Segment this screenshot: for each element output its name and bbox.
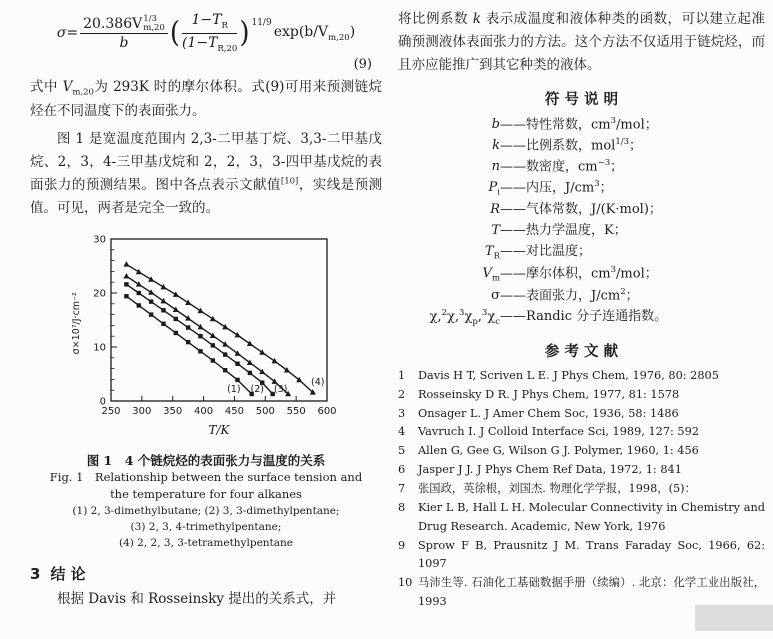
- scan-artifact: [695, 605, 773, 631]
- svg-text:(4): (4): [311, 376, 325, 388]
- symbol-row: $V_m$ ——摩尔体积，$cm^3$/mol；: [482, 265, 658, 284]
- figure-legend-line2: (3) 2, 3, 4-trimethylpentane;: [130, 520, 282, 533]
- left-paren: (: [169, 16, 180, 50]
- equation-number: (9): [353, 57, 372, 73]
- equation-fraction-2: $\frac{1-T_R}{(1-T_{R,20}}$: [181, 12, 238, 54]
- symbol-row: $\chi,^2\chi,^3\chi_p,^3\chi_c$ ——Randic 分子连通指数。: [429, 308, 668, 328]
- reference-row: 8 Kier L B, Hall L H. Molecular Connectivity in Chemistry and Drug Research. Academic, New York, 1976: [398, 500, 765, 533]
- paragraph-equation-note: 式中 $V_{m,20}$为 293K 时的摩尔体积。式(9)可用来预测链烷烃在不同温度下的表面张力。: [30, 79, 383, 120]
- figure-legend-line3: (4) 2, 2, 3, 3-tetramethylpentane: [118, 536, 294, 549]
- equation-9: [30, 12, 382, 72]
- symbol-row: $P_i$ ——内压，$J/cm^3$；: [488, 179, 613, 198]
- svg-text:(3): (3): [273, 383, 288, 395]
- figure-caption-en-line2: the temperature for four alkanes: [110, 487, 302, 502]
- symbol-row: $T_R$ ——对比温度；: [484, 243, 592, 262]
- symbols-list: [398, 115, 765, 330]
- equation-exp-term: $\exp(b/V_{m,20})$: [273, 23, 356, 43]
- svg-text:10: 10: [93, 342, 106, 354]
- left-column: [30, 6, 382, 639]
- svg-text:250: 250: [101, 405, 121, 417]
- reference-row: 5 Allen G, Gee G, Wilson G J. Polymer, 1960, 1: 456: [398, 444, 699, 458]
- equation-exponent: 11/9: [251, 18, 272, 29]
- figure-1: [30, 229, 382, 552]
- chart-svg: [67, 229, 345, 445]
- right-column: [398, 6, 765, 639]
- svg-text:T/K: T/K: [208, 422, 230, 437]
- figure1-chart: [67, 229, 345, 449]
- conclusion-paragraph: 根据 Davis 和 Rosseinsky 提出的关系式，并: [57, 591, 337, 608]
- reference-row: 6 Jasper J J. J Phys Chem Ref Data, 1972, 1: 841: [398, 463, 682, 477]
- svg-text:450: 450: [224, 405, 244, 417]
- figure1-caption: [30, 451, 382, 552]
- svg-text:0: 0: [99, 396, 106, 408]
- symbol-row: T ——热力学温度，K；: [491, 223, 627, 239]
- svg-text:500: 500: [255, 405, 275, 417]
- svg-text:400: 400: [194, 405, 214, 417]
- symbol-row: R ——气体常数，J/(K·mol)；: [490, 202, 662, 218]
- equation-body: [57, 12, 355, 54]
- svg-text:30: 30: [93, 234, 106, 246]
- svg-text:(2): (2): [250, 383, 264, 395]
- svg-text:350: 350: [163, 405, 183, 417]
- reference-row: 10 马沛生等. 石油化工基础数据手册（续编）. 北京：化学工业出版社，1993: [398, 576, 765, 609]
- reference-row: 9 Sprow F B, Prausnitz J M. Trans Faraday Soc, 1966, 62: 1097: [398, 538, 765, 571]
- figure-caption-cn: 图 1 4 个链烷烃的表面张力与温度的关系: [86, 452, 326, 468]
- equation-lhs: σ=: [56, 25, 79, 42]
- equation-fraction-1: 20.386V 1/3 m,20 b: [80, 15, 168, 52]
- references-list: [398, 367, 765, 612]
- svg-text:550: 550: [286, 405, 306, 417]
- section-3-heading: 3 结 论: [30, 565, 86, 584]
- reference-row: 2 Rosseinsky D R. J Phys Chem, 1977, 81: 1578: [398, 387, 680, 401]
- figure-legend-line1: (1) 2, 3-dimethylbutane; (2) 3, 3-dimethylpentane;: [72, 505, 340, 518]
- svg-text:600: 600: [317, 405, 337, 417]
- reference-row: 4 Vavruch I. J Colloid Interface Sci, 1989, 127: 592: [398, 425, 699, 439]
- svg-text:300: 300: [132, 405, 152, 417]
- figure-caption-en-line1: Fig. 1 Relationship between the surface tension and: [49, 469, 363, 484]
- reference-row: 1 Davis H T, Scriven L E. J Phys Chem, 1976, 80: 2805: [398, 368, 719, 382]
- symbol-row: σ ——表面张力，$J/cm^2$；: [491, 287, 639, 304]
- symbol-row: b ——特性常数，$cm^3$/mol；: [491, 115, 658, 132]
- paragraph-method: 将比例系数 k 表示成温度和液体种类的函数，可以建立起准确预测液体表面张力的方法。这个方法不仅适用于链烷烃，而且亦应能推广到其它种类的液体。: [398, 11, 765, 74]
- references-heading: 参 考 文 献: [544, 343, 619, 360]
- symbol-row: k ——比例系数，mol$^{1/3}$；: [492, 136, 643, 154]
- reference-row: 7 张国政，英徐根，刘国杰. 物理化学学报，1998，(5)：: [398, 481, 696, 495]
- svg-text:(1): (1): [227, 383, 241, 395]
- symbol-row: n ——数密度，$cm^{-3}$；: [491, 157, 624, 175]
- svg-text:20: 20: [93, 288, 106, 300]
- svg-text:σ×10⁷/J·cm⁻²: σ×10⁷/J·cm⁻²: [71, 291, 82, 354]
- paragraph-figure-intro: 图 1 是宽温度范围内 2,3-二甲基丁烷、3,3-二甲基戊烷、2，3，4-三甲基戊烷和 2，2，3，3-四甲基戊烷的表面张力的预测结果。图中各点表示文献值[10]，实线是预测值。可见，两者是完全一致的。: [30, 130, 383, 217]
- symbols-heading: 符 号 说 明: [544, 91, 619, 108]
- reference-row: 3 Onsager L. J Amer Chem Soc, 1936, 58: 1486: [398, 406, 679, 420]
- right-paren: ): [239, 16, 250, 50]
